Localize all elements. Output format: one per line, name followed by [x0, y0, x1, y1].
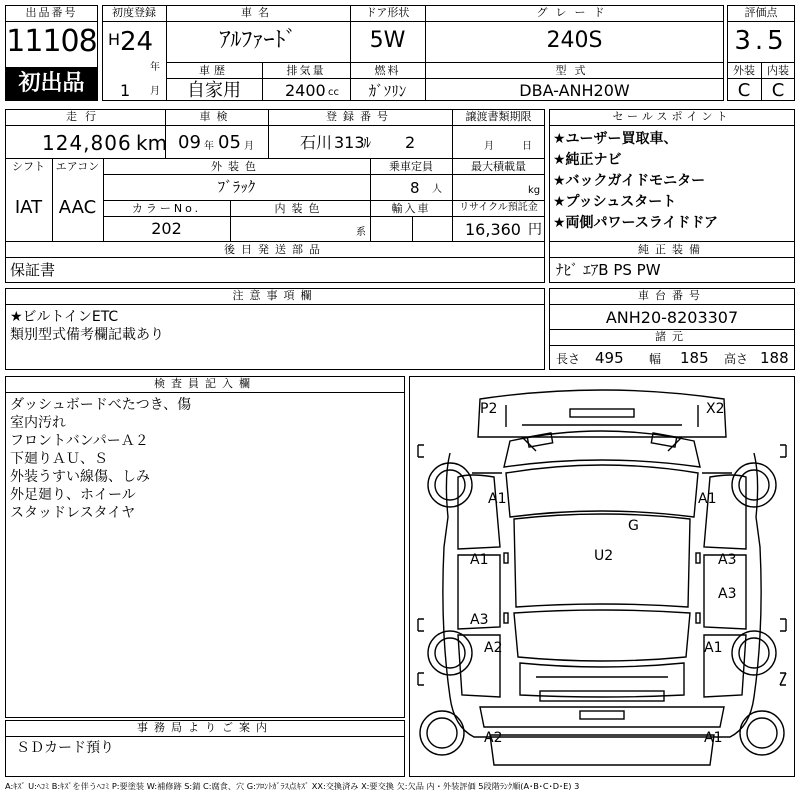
fuel: ｶﾞｿﾘﾝ — [368, 82, 407, 100]
inspection-year: 09 — [178, 132, 201, 153]
door-type: 5W — [369, 28, 406, 53]
transfer-deadline-label: 譲渡書類期限 — [465, 110, 532, 123]
notes-label: 注意事項欄 — [232, 289, 318, 302]
model-label: 型式 — [555, 64, 594, 77]
sales-point: ★プッシュスタート — [553, 194, 677, 210]
shift-label: シフト — [12, 160, 45, 173]
recycle-unit: 円 — [528, 222, 542, 238]
sales-points-list — [553, 130, 793, 232]
car-name: ｱﾙﾌｧｰﾄﾞ — [219, 28, 297, 53]
grade: 240S — [546, 28, 603, 53]
inspector-line: フロントバンパーＡ２ — [10, 433, 149, 449]
inspector-line: 室内汚れ — [10, 415, 66, 431]
height: 188 — [760, 349, 789, 367]
import-label: 輸入車 — [391, 202, 431, 215]
chassis-number: ANH20-8203307 — [605, 308, 739, 327]
chassis-label: 車台番号 — [638, 289, 706, 302]
capacity-label: 乗車定員 — [389, 160, 433, 173]
inspection-month: 05 — [218, 132, 241, 153]
sales-point: ★バックガイドモニター — [553, 173, 706, 189]
ac-label: エアコン — [55, 160, 100, 173]
grade-label: グレード — [536, 6, 613, 19]
displacement-unit: cc — [328, 87, 339, 98]
max-load-unit: kg — [528, 185, 541, 196]
inspector-list — [10, 396, 191, 522]
shift-type: IAT — [14, 197, 43, 218]
recycle-label: リサイクル預託金 — [459, 202, 538, 213]
damage-rear-left: A2 — [484, 730, 503, 746]
exterior-color-label: 外装色 — [211, 160, 262, 173]
car-diagram — [409, 376, 795, 777]
height-label: 高さ — [724, 352, 749, 366]
reg-class: 313 — [334, 133, 365, 152]
notes-list — [10, 308, 164, 344]
damage-rear-fender-right: A1 — [704, 640, 723, 656]
reg-year: 24 — [120, 27, 154, 57]
damage-front-right: X2 — [706, 401, 725, 417]
mileage-unit: km — [136, 131, 168, 155]
damage-front-left: P2 — [480, 401, 498, 417]
office-label: 事務局よりご案内 — [137, 721, 273, 734]
month-unit: 月 — [150, 86, 160, 97]
note-line: ★ビルトインETC — [10, 309, 119, 325]
door-label: ドア形状 — [365, 6, 410, 19]
width: 185 — [680, 349, 709, 367]
inspector-line: ダッシュボードべたつき、傷 — [10, 397, 192, 413]
exterior-label: 外装 — [733, 64, 755, 77]
first-listing-badge: 初出品 — [6, 67, 97, 100]
damage-rear-right: A1 — [704, 730, 723, 746]
capacity-unit: 人 — [432, 184, 442, 195]
displacement-label: 排気量 — [286, 64, 326, 77]
dimensions-label: 諸元 — [655, 330, 689, 343]
sales-points-label: セールスポイント — [612, 110, 732, 123]
length-label: 長さ — [556, 352, 581, 366]
car-outline-drawing — [410, 377, 794, 776]
damage-door-rear-left: A3 — [470, 612, 489, 628]
transfer-month-unit: 月 — [484, 141, 494, 152]
sales-point: ★ユーザー買取車、 — [553, 131, 678, 147]
lot-number-label: 出品番号 — [25, 6, 78, 19]
history: 自家用 — [187, 80, 241, 101]
sales-point: ★両側パワースライドドア — [553, 215, 719, 231]
model-code: DBA-ANH20W — [519, 81, 630, 100]
inspection-year-unit: 年 — [204, 141, 214, 152]
legend: A:ｷｽﾞ U:ﾍｺﾐ B:ｷｽﾞを伴うﾍｺﾐ P:要塗装 W:補修跡 S:錆 C:腐食、穴 G:ﾌﾛﾝﾄｶﾞﾗｽ点ｷｽﾞ XX:交換済み X:要交換 欠:欠品 内・外装評価 5段階ﾗﾝｸ順(A･B･C･D･E) 3 — [5, 782, 580, 791]
capacity: 8 — [410, 179, 420, 197]
damage-door-front-right: A3 — [718, 552, 737, 568]
reg-number: 2 — [405, 133, 416, 152]
damage-rear-fender-left: A2 — [484, 640, 503, 656]
displacement: 2400 — [285, 81, 326, 100]
car-name-label: 車名 — [241, 6, 275, 19]
sales-point: ★純正ナビ — [553, 152, 622, 168]
equipment-label: 純正装備 — [638, 243, 706, 256]
exterior-color: ﾌﾞﾗｯｸ — [217, 178, 256, 196]
reg-kana: ﾙ — [363, 133, 372, 152]
length: 495 — [595, 349, 624, 367]
recycle-amount: 16,360 — [465, 220, 521, 239]
inspector-line: 下廻りＡＵ、Ｓ — [10, 451, 108, 467]
damage-door-front-left: A1 — [470, 552, 489, 568]
first-reg-label: 初度登録 — [112, 6, 156, 19]
damage-fender-left: A1 — [488, 491, 507, 507]
ac-type: AAC — [58, 197, 97, 218]
score-label: 評価点 — [744, 6, 778, 19]
damage-fender-right: A1 — [698, 491, 717, 507]
interior-label: 内装 — [767, 64, 789, 77]
note-line: 類別型式備考欄記載あり — [10, 327, 164, 343]
interior-color-label: 内装色 — [274, 202, 326, 215]
equipment: ﾅﾋﾞ ｴｱB PS PW — [556, 261, 661, 279]
inspection-month-unit: 月 — [244, 141, 254, 152]
inspector-line: 外足廻り、ホイール — [10, 487, 136, 503]
later-parts-label: 後日発送部品 — [224, 243, 326, 256]
color-no: 202 — [151, 219, 182, 238]
inspector-line: スタッドレスタイヤ — [10, 505, 136, 521]
reg-area: 石川 — [300, 133, 333, 152]
interior-grade: C — [771, 80, 785, 101]
width-label: 幅 — [649, 352, 662, 366]
max-load-label: 最大積載量 — [471, 160, 526, 173]
color-no-label: カラーNo. — [131, 202, 202, 215]
damage-door-rear-right: A3 — [718, 586, 737, 602]
transfer-day-unit: 日 — [522, 141, 532, 152]
lot-number: 11108 — [6, 24, 97, 59]
damage-windshield: G — [628, 518, 639, 534]
year-unit: 年 — [150, 62, 160, 73]
mileage: 124,806 — [42, 131, 132, 155]
mileage-label: 走行 — [66, 110, 104, 123]
inspection-label: 車検 — [199, 110, 234, 123]
fuel-label: 燃料 — [374, 64, 401, 77]
era-letter: H — [108, 30, 121, 49]
later-parts: 保証書 — [10, 261, 56, 279]
interior-color-unit: 系 — [356, 227, 366, 238]
inspector-line: 外装うすい線傷、しみ — [10, 469, 150, 485]
reg-month: 1 — [120, 81, 131, 100]
registration-label: 登録番号 — [326, 110, 394, 123]
inspector-label: 検査員記入欄 — [154, 377, 256, 390]
exterior-grade: C — [737, 80, 751, 101]
history-label: 車歴 — [199, 64, 229, 77]
score: 3.5 — [734, 26, 788, 56]
damage-roof: U2 — [594, 548, 614, 564]
office-note: ＳＤカード預り — [16, 740, 114, 756]
